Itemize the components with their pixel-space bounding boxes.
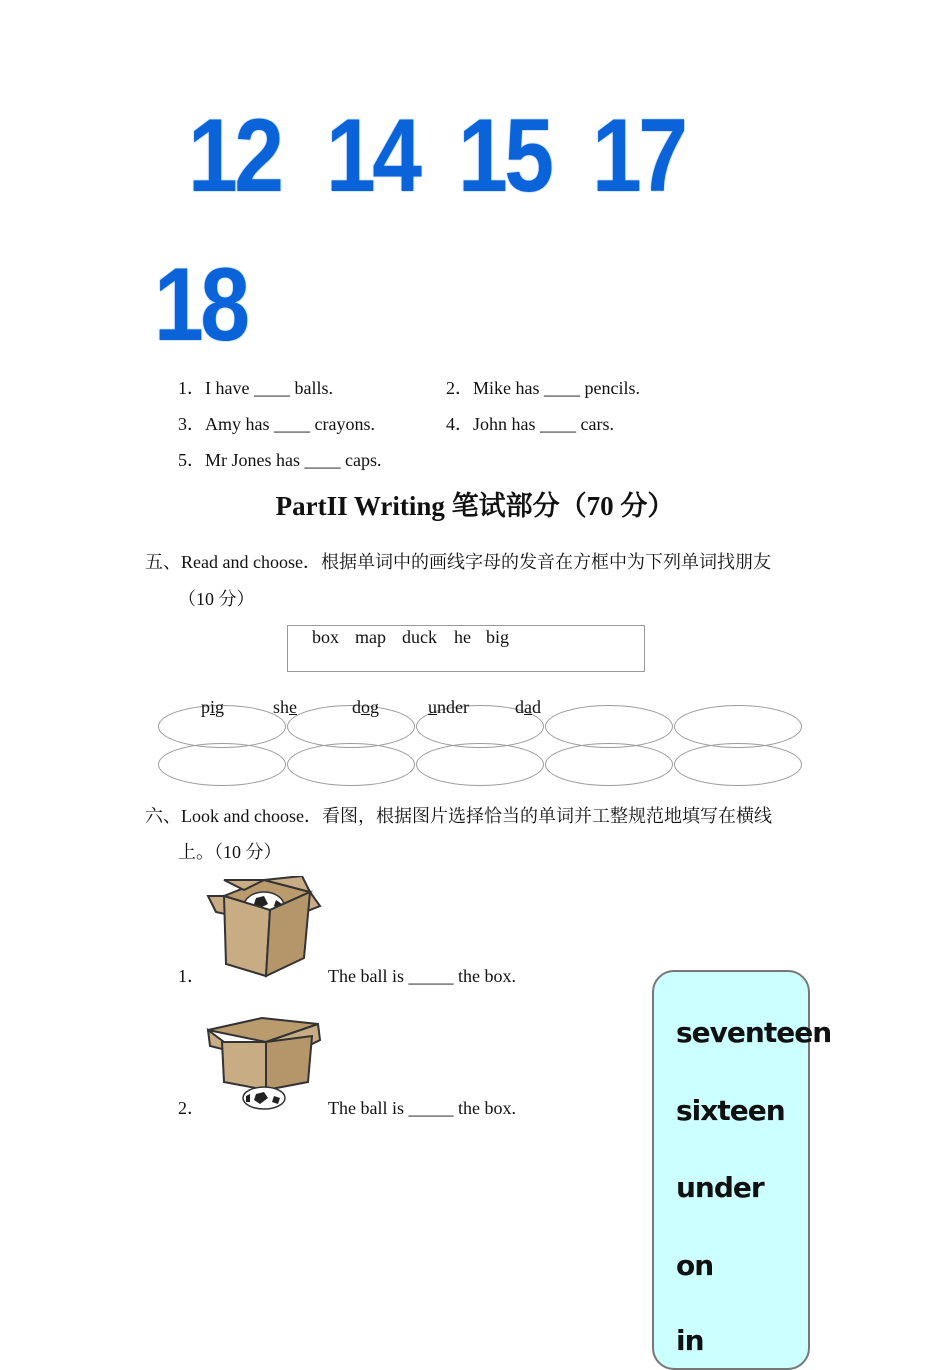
card-word: under (676, 1171, 764, 1204)
ball-in-box-image (204, 876, 324, 980)
word-part: sh (273, 697, 290, 717)
answer-ellipse[interactable] (416, 743, 544, 786)
answer-ellipse[interactable] (287, 705, 415, 748)
section6-instruction: 六、Look and choose．看图，根据图片选择恰当的单词并工整规范地填写在横线 (145, 806, 772, 826)
sentence-text: Amy has ____ crayons. (205, 414, 375, 434)
sentence-number: 4． (446, 414, 473, 434)
underlined-letter: i (210, 697, 216, 717)
sentence-4 (446, 413, 614, 435)
answer-ellipse[interactable] (545, 705, 673, 748)
word-pig (201, 696, 224, 718)
part-title: PartII Writing 笔试部分（70 分） (275, 491, 675, 521)
word-part: d (515, 697, 524, 717)
word-box-word: big (486, 627, 510, 647)
number-15: 15 (458, 98, 551, 214)
underlined-letter: u (428, 697, 437, 717)
word-part: g (215, 697, 225, 717)
number-12: 12 (188, 98, 281, 214)
item1-number: 1． (178, 966, 205, 986)
answer-ellipse[interactable] (158, 743, 286, 786)
answer-ellipse[interactable] (674, 705, 802, 748)
answer-ellipse[interactable] (674, 743, 802, 786)
card-word: in (676, 1324, 704, 1357)
word-dad (515, 696, 541, 718)
section5-score: （10 分） (178, 589, 255, 609)
word-box (287, 625, 645, 672)
sentence-1 (178, 377, 333, 399)
word-card (652, 970, 832, 1370)
word-part: g (370, 697, 379, 717)
sentence-text: John has ____ cars. (473, 414, 614, 434)
sentence-text: I have ____ balls. (205, 378, 333, 398)
item1-sentence: The ball is _____ the box. (328, 966, 516, 986)
item2-sentence: The ball is _____ the box. (328, 1098, 516, 1118)
sentence-2 (446, 377, 640, 399)
sentence-number: 5． (178, 450, 205, 470)
card-word: seventeen (676, 1016, 832, 1049)
section6-score: 上。（10 分） (178, 842, 282, 862)
word-box-word: box (312, 627, 339, 647)
sentence-text: Mr Jones has ____ caps. (205, 450, 382, 470)
section5-instruction: 五、Read and choose．根据单词中的画线字母的发音在方框中为下列单词找朋友 (145, 552, 771, 572)
word-dog (352, 696, 379, 718)
ball-under-box-image (204, 1012, 324, 1112)
sentence-5 (178, 449, 381, 471)
word-box-word: he (454, 627, 471, 647)
answer-ellipse[interactable] (287, 743, 415, 786)
number-18: 18 (154, 247, 247, 363)
underlined-letter: o (361, 697, 370, 717)
sentence-number: 3． (178, 414, 205, 434)
word-part: d (352, 697, 361, 717)
word-part: d (532, 697, 541, 717)
card-word: sixteen (676, 1094, 785, 1127)
word-box-word: map (355, 627, 386, 647)
word-box-word: duck (402, 627, 437, 647)
number-17: 17 (592, 98, 685, 214)
number-14: 14 (326, 98, 419, 214)
word-part: p (201, 697, 210, 717)
word-she (273, 696, 297, 718)
sentence-3 (178, 413, 375, 435)
sentence-number: 1． (178, 378, 205, 398)
answer-ellipse[interactable] (545, 743, 673, 786)
card-word: on (676, 1249, 714, 1282)
sentence-number: 2． (446, 378, 473, 398)
word-part: nder (437, 697, 469, 717)
sentence-text: Mike has ____ pencils. (473, 378, 640, 398)
word-under (428, 696, 469, 718)
underlined-letter: a (524, 697, 532, 717)
underlined-letter: e (289, 697, 298, 717)
item2-number: 2． (178, 1098, 205, 1118)
